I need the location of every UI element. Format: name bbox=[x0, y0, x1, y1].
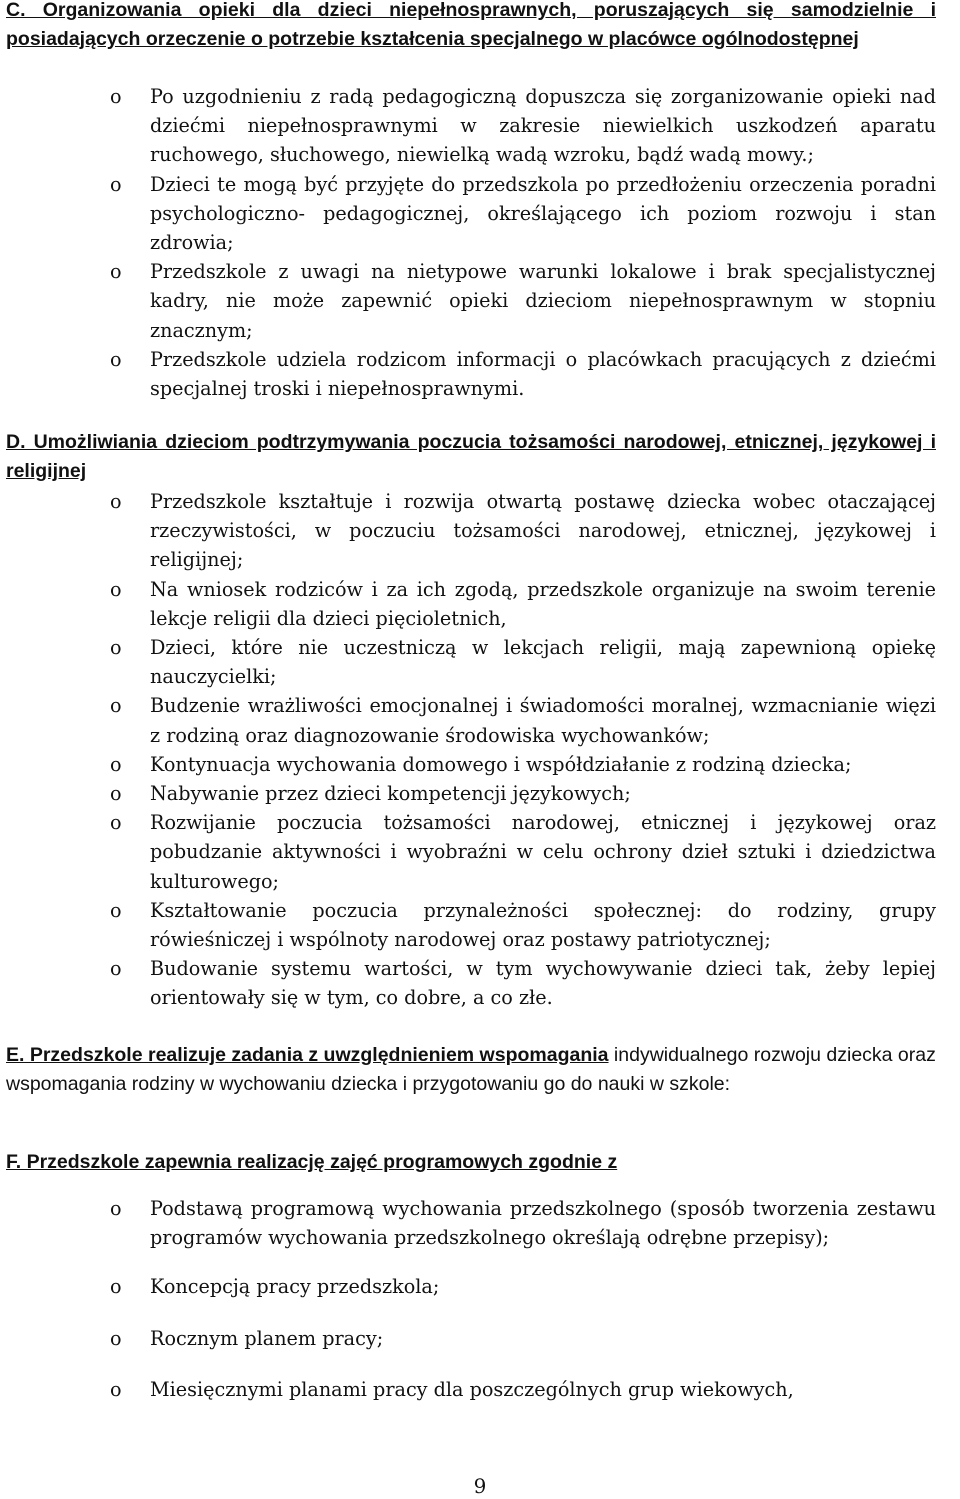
section-d-list bbox=[0, 487, 936, 1013]
bullet-icon: o bbox=[110, 85, 122, 108]
list-item bbox=[0, 170, 936, 258]
list-item-text: Koncepcją pracy przedszkola; bbox=[150, 1275, 440, 1299]
section-e-text: indywidualnego rozwoju dziecka oraz wspomagania rodziny w wychowaniu dziecka i przygotowaniu go do nauki w szkole: bbox=[6, 1044, 936, 1095]
bullet-icon: o bbox=[110, 1197, 122, 1220]
list-item bbox=[0, 82, 936, 170]
list-item-text: Miesięcznymi planami pracy dla poszczególnych grup wiekowych, bbox=[150, 1377, 794, 1401]
section-f-heading-text: F. Przedszkole zapewnia realizację zajęć programowych zgodnie z bbox=[6, 1151, 618, 1173]
section-d-heading bbox=[6, 428, 936, 486]
bullet-icon: o bbox=[110, 782, 122, 806]
list-item-text: Nabywanie przez dzieci kompetencji językowych; bbox=[150, 782, 631, 806]
list-item bbox=[0, 808, 936, 896]
section-f-list bbox=[0, 1194, 936, 1404]
list-item bbox=[0, 633, 936, 691]
list-item-text: Przedszkole udziela rodzicom informacji o placówkach pracujących z dziećmi specjalnej troski i niepełnosprawnymi. bbox=[150, 347, 936, 401]
list-item bbox=[0, 691, 936, 749]
bullet-icon: o bbox=[110, 1275, 122, 1299]
list-item bbox=[0, 896, 936, 954]
section-c-heading-text: C. Organizowania opieki dla dzieci niepełnosprawnych, poruszających się samodzielnie i posiadających orzeczenie o potrzebie kształcenia specjalnego w placówce ogólnodostępnej bbox=[6, 0, 936, 50]
list-item-text: Po uzgodnieniu z radą pedagogiczną dopuszcza się zorganizowanie opieki nad dziećmi niepełnosprawnymi w zakresie niewielkich uszkodzeń aparatu ruchowego, słuchowego, niewielką wadą wzroku, bądź wadą mowy.; bbox=[150, 85, 936, 167]
bullet-icon: o bbox=[110, 1377, 122, 1401]
bullet-icon: o bbox=[110, 577, 122, 601]
list-item-text: Rozwijanie poczucia tożsamości narodowej, etnicznej i językowej oraz pobudzanie aktywności i wyobraźni w celu ochrony dzieł sztuki i dziedzictwa kulturowego; bbox=[150, 811, 936, 893]
list-item bbox=[0, 1324, 936, 1353]
list-item bbox=[0, 750, 936, 779]
list-item-text: Przedszkole z uwagi na nietypowe warunki lokalowe i brak specjalistycznej kadry, nie może zapewnić opieki dzieciom niepełnosprawnym w stopniu znacznym; bbox=[150, 260, 936, 342]
list-item-text: Kontynuacja wychowania domowego i współdziałanie z rodziną dziecka; bbox=[150, 752, 852, 776]
list-item-text: Podstawą programową wychowania przedszkolnego (sposób tworzenia zestawu programów wychowania przedszkolnego określają odrębne przepisy); bbox=[150, 1197, 936, 1250]
bullet-icon: o bbox=[110, 957, 122, 981]
list-item bbox=[0, 1272, 936, 1301]
bullet-icon: o bbox=[110, 1326, 122, 1350]
list-item-text: Rocznym planem pracy; bbox=[150, 1326, 384, 1350]
bullet-icon: o bbox=[110, 260, 122, 284]
list-item-text: Budzenie wrażliwości emocjonalnej i świadomości moralnej, wzmacnianie więzi z rodziną oraz diagnozowanie środowiska wychowanków; bbox=[150, 694, 936, 747]
section-e-heading: E. Przedszkole realizuje zadania z uwzględnieniem wspomagania bbox=[6, 1044, 609, 1066]
section-c-heading bbox=[6, 0, 936, 54]
bullet-icon: o bbox=[110, 811, 122, 835]
list-item bbox=[0, 257, 936, 345]
list-item-text: Budowanie systemu wartości, w tym wychowywanie dzieci tak, żeby lepiej orientowały się w tym, co dobre, a co złe. bbox=[150, 957, 936, 1010]
bullet-icon: o bbox=[110, 172, 122, 196]
bullet-icon: o bbox=[110, 752, 122, 776]
list-item-text: Przedszkole kształtuje i rozwija otwartą postawę dziecka wobec otaczającej rzeczywistości, w poczuciu tożsamości narodowej, etnicznej, językowej i religijnej; bbox=[150, 490, 936, 572]
section-c-list bbox=[0, 82, 936, 403]
list-item-text: Kształtowanie poczucia przynależności społecznej: do rodziny, grupy rówieśniczej i wspólnoty narodowej oraz postawy patriotycznej; bbox=[150, 898, 936, 952]
list-item bbox=[0, 779, 936, 808]
bullet-icon: o bbox=[110, 898, 122, 922]
bullet-icon: o bbox=[110, 347, 122, 371]
list-item bbox=[0, 954, 936, 1012]
list-item bbox=[0, 1375, 936, 1404]
list-item-text: Dzieci, które nie uczestniczą w lekcjach religii, mają zapewnioną opiekę nauczycielki; bbox=[150, 636, 936, 689]
list-item bbox=[0, 487, 936, 575]
section-e-paragraph bbox=[6, 1041, 936, 1099]
list-item bbox=[0, 345, 936, 403]
section-d-heading-text: D. Umożliwiania dzieciom podtrzymywania poczucia tożsamości narodowej, etnicznej, językowej i religijnej bbox=[6, 431, 936, 482]
page-number: 9 bbox=[473, 1474, 487, 1498]
bullet-icon: o bbox=[110, 490, 122, 513]
list-item bbox=[0, 1194, 936, 1252]
list-item-text: Na wniosek rodziców i za ich zgodą, przedszkole organizuje na swoim terenie lekcje religii dla dzieci pięcioletnich, bbox=[150, 577, 936, 630]
bullet-icon: o bbox=[110, 636, 122, 660]
list-item-text: Dzieci te mogą być przyjęte do przedszkola po przedłożeniu orzeczenia poradni psychologiczno- pedagogicznej, określającego ich poziom rozwoju i stan zdrowia; bbox=[150, 172, 936, 255]
bullet-icon: o bbox=[110, 694, 122, 718]
list-item bbox=[0, 575, 936, 633]
section-f-heading bbox=[6, 1148, 936, 1177]
